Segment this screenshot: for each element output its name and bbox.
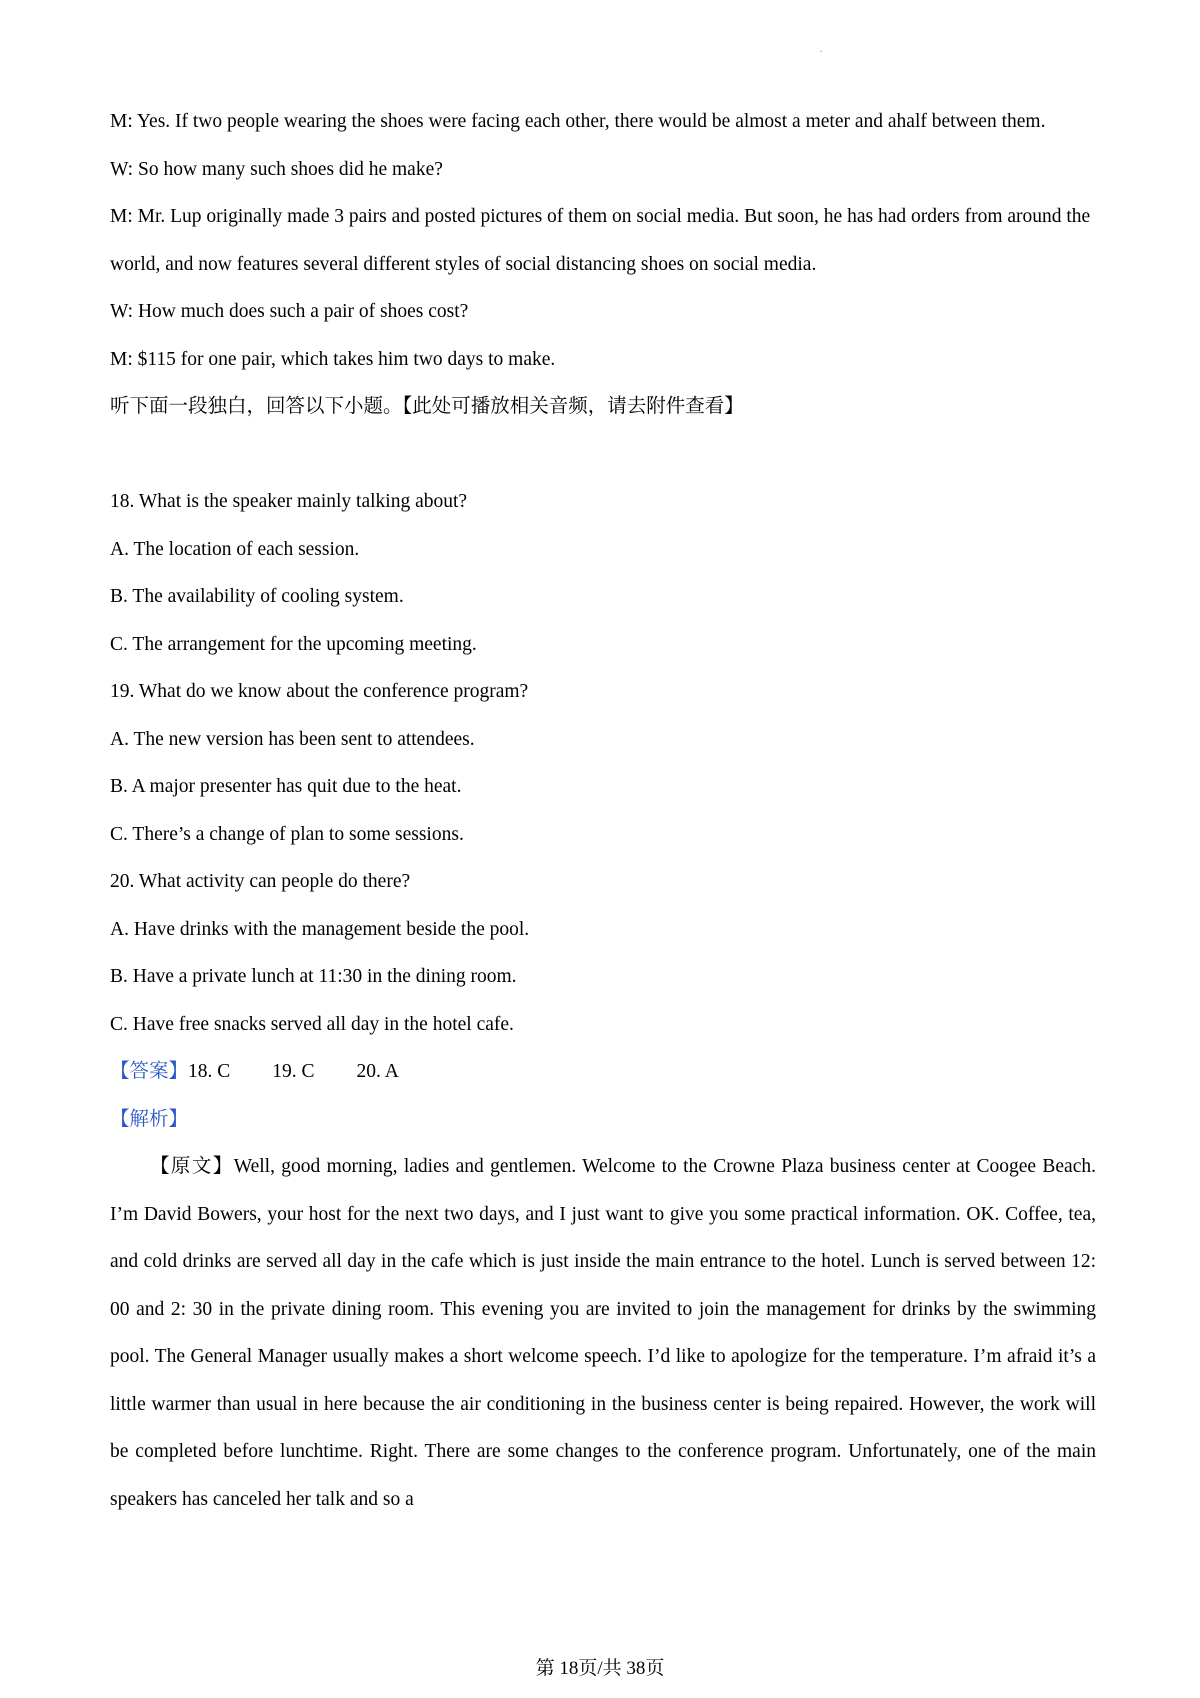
question-option: A. The location of each session. <box>110 538 360 560</box>
question-option: A. Have drinks with the management beside the pool. <box>110 918 530 940</box>
dialogue-line: W: So how many such shoes did he make? <box>110 158 443 180</box>
answer-item: 18. C <box>188 1061 231 1082</box>
answer-row <box>110 1048 1096 1096</box>
question-stem: 19. What do we know about the conference program? <box>110 681 529 702</box>
question-stem: 20. What activity can people do there? <box>110 871 411 892</box>
page-mark: . <box>820 44 823 55</box>
dialogue-line: M: $115 for one pair, which takes him two days to make. <box>110 348 556 370</box>
listening-instruction: 听下面一段独白，回答以下小题。【此处可播放相关音频，请去附件查看】 <box>110 396 744 417</box>
page-number: 第 18页/共 38页 <box>535 1658 665 1679</box>
dialogue-line: M: Yes. If two people wearing the shoes were facing each other, there would be almost a meter and ahalf between them. <box>110 111 1046 132</box>
answer-item: 20. A <box>356 1061 399 1082</box>
answer-label: 【答案】 <box>110 1061 189 1082</box>
transcript-text: Well, good morning, ladies and gentlemen. Welcome to the Crowne Plaza business center at Coogee Beach. I’m David Bowers, your host for the next two days, and I just want to give you some practical information. OK. Coffee, tea, and cold drinks are served all day in the cafe which is just inside the main entrance to the hotel. Lunch is served between 12: 00 and 2: 30 in the private dining room. This evening you are invited to join the management for drinks by the swimming pool. The General Manager usually makes a short welcome speech. I’d like to apologize for the temperature. I’m afraid it’s a little warmer than usual in here because the air conditioning in the business center is being repaired. However, the work will be completed before lunchtime. Right. There are some changes to the conference program. Unfortunately, one of the main speakers has canceled her talk and so a <box>110 1156 1096 1510</box>
question-option: B. The availability of cooling system. <box>110 586 404 607</box>
question-option: C. There’s a change of plan to some sessions. <box>110 823 464 845</box>
question-option: A. The new version has been sent to attendees. <box>110 728 475 750</box>
analysis-label: 【解析】 <box>110 1108 189 1130</box>
spacer <box>110 431 1096 479</box>
transcript-paragraph <box>110 1143 1096 1523</box>
dialogue-line: M: Mr. Lup originally made 3 pairs and posted pictures of them on social media. But soon, he has had orders from around the world, and now features several different styles of social distancing shoes on social media. <box>110 206 1091 275</box>
dialogue-line: W: How much does such a pair of shoes cost? <box>110 301 469 322</box>
question-option: B. A major presenter has quit due to the heat. <box>110 776 462 797</box>
question-option: C. Have free snacks served all day in the hotel cafe. <box>110 1013 514 1035</box>
transcript-label: 【原文】 <box>150 1156 234 1177</box>
answer-item: 19. C <box>272 1061 315 1082</box>
question-stem: 18. What is the speaker mainly talking about? <box>110 491 468 512</box>
document-body <box>110 98 1096 1523</box>
question-option: C. The arrangement for the upcoming meeting. <box>110 633 477 655</box>
question-option: B. Have a private lunch at 11:30 in the dining room. <box>110 966 517 987</box>
